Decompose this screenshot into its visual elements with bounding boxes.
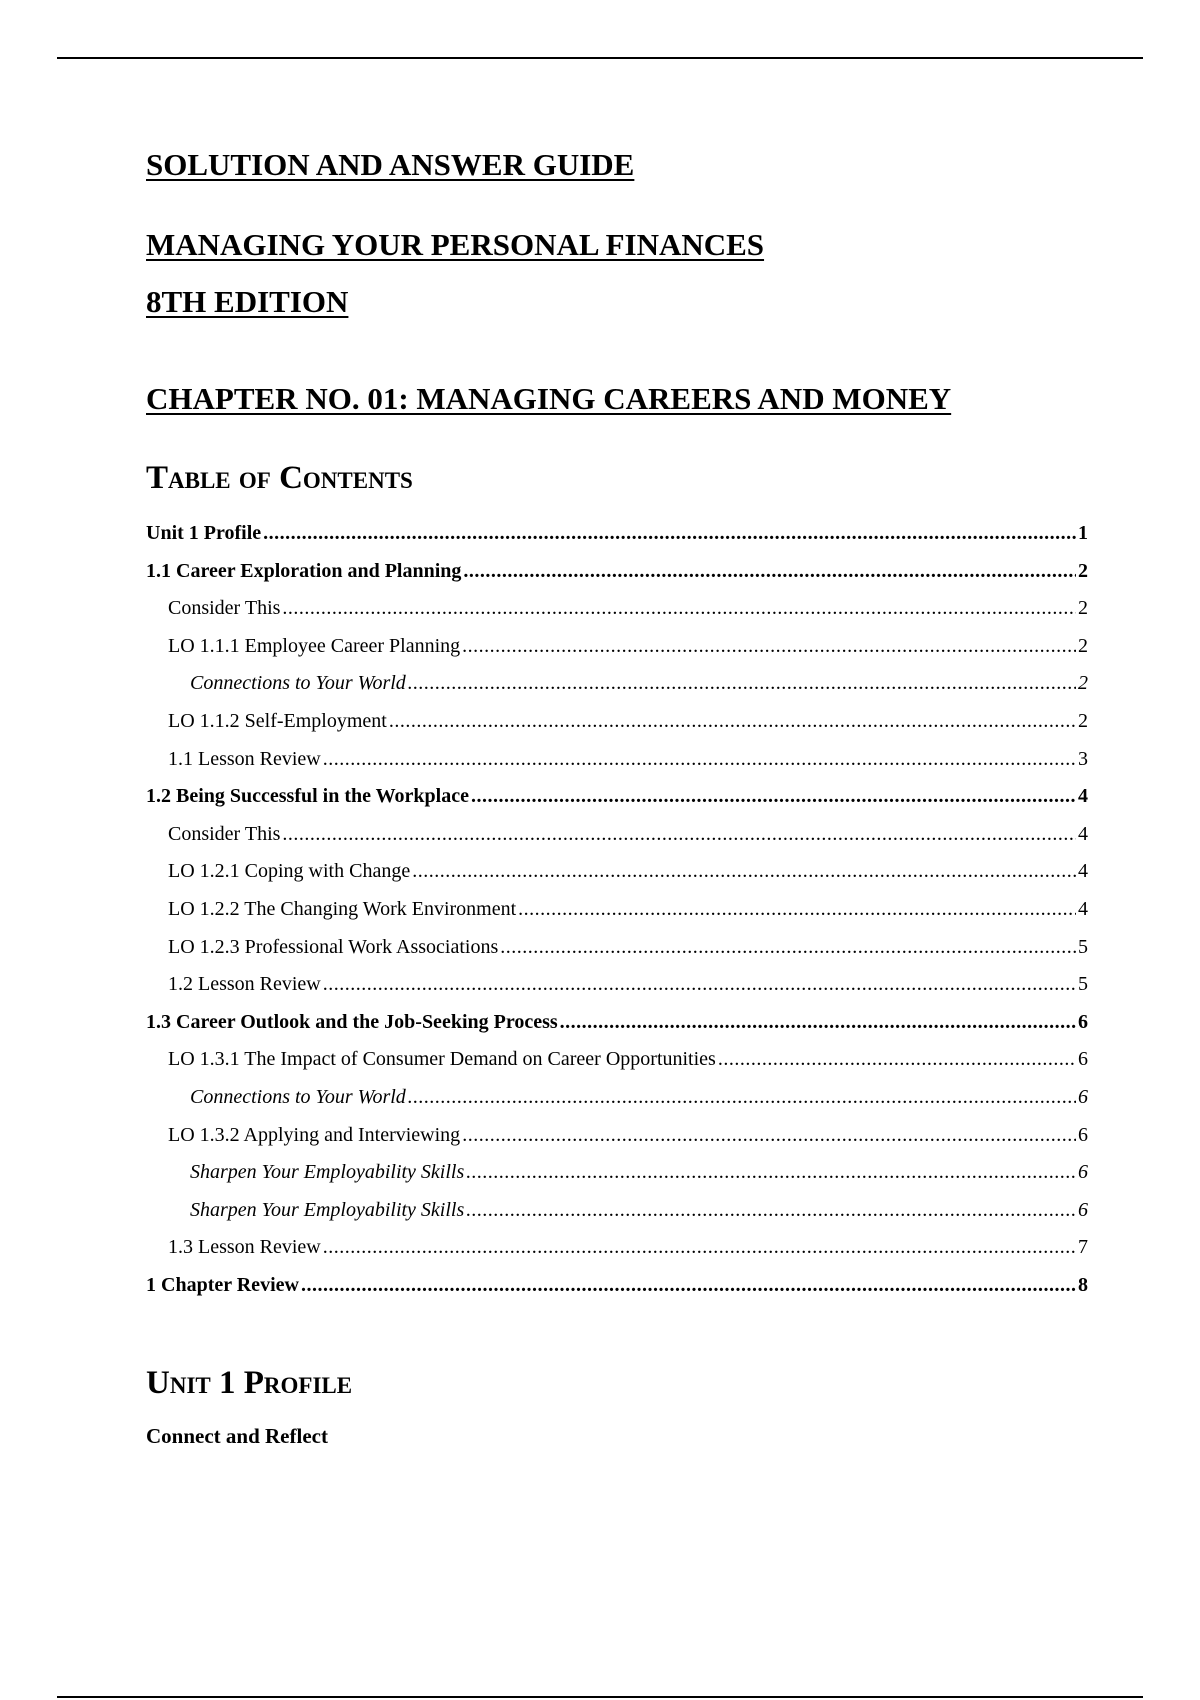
table-of-contents — [146, 515, 1088, 1304]
toc-entry[interactable] — [146, 778, 1088, 816]
toc-entry-page: 6 — [1078, 1161, 1088, 1184]
toc-entry-label: 1.1 Lesson Review — [168, 747, 321, 770]
toc-entry-label: Unit 1 Profile — [146, 522, 262, 544]
toc-dot-leader — [500, 929, 1076, 967]
toc-entry-page: 4 — [1078, 822, 1088, 845]
toc-dot-leader — [323, 741, 1076, 779]
toc-entry[interactable] — [146, 628, 1088, 666]
toc-entry-page: 2 — [1078, 709, 1088, 732]
toc-entry[interactable] — [146, 966, 1088, 1004]
toc-dot-leader — [389, 703, 1076, 741]
toc-entry-page: 3 — [1078, 747, 1088, 770]
top-rule — [57, 57, 1143, 59]
toc-entry[interactable] — [146, 703, 1088, 741]
toc-dot-leader — [462, 628, 1076, 666]
toc-dot-leader — [323, 1229, 1076, 1267]
toc-entry-label: LO 1.1.2 Self-Employment — [168, 709, 387, 732]
toc-entry-page: 2 — [1078, 597, 1088, 620]
toc-heading: Table of Contents — [146, 460, 413, 496]
guide-title: SOLUTION AND ANSWER GUIDE — [146, 147, 635, 182]
toc-entry-page: 6 — [1078, 1048, 1088, 1071]
toc-entry-label: Consider This — [168, 822, 281, 845]
toc-dot-leader — [263, 515, 1076, 553]
toc-dot-leader — [471, 778, 1076, 816]
toc-entry[interactable] — [146, 816, 1088, 854]
toc-dot-leader — [518, 891, 1076, 929]
toc-entry-label: Consider This — [168, 597, 281, 620]
toc-entry-label: LO 1.3.1 The Impact of Consumer Demand on Career Opportunities — [168, 1048, 716, 1071]
chapter-title: CHAPTER NO. 01: MANAGING CAREERS AND MONEY — [146, 381, 952, 416]
toc-entry-page: 6 — [1078, 1123, 1088, 1146]
toc-dot-leader — [301, 1267, 1076, 1305]
toc-entry-label: 1.2 Lesson Review — [168, 973, 321, 996]
toc-entry-page: 4 — [1078, 860, 1088, 883]
toc-entry[interactable] — [146, 1004, 1088, 1042]
toc-dot-leader — [466, 1154, 1076, 1192]
toc-entry[interactable] — [146, 1154, 1088, 1192]
edition-title: 8TH EDITION — [146, 284, 349, 319]
toc-dot-leader — [412, 853, 1076, 891]
toc-entry[interactable] — [146, 1117, 1088, 1155]
toc-entry[interactable] — [146, 891, 1088, 929]
toc-entry-label: 1.3 Lesson Review — [168, 1236, 321, 1259]
toc-entry[interactable] — [146, 741, 1088, 779]
toc-dot-leader — [560, 1004, 1076, 1042]
toc-dot-leader — [466, 1192, 1076, 1230]
toc-entry[interactable] — [146, 853, 1088, 891]
toc-entry[interactable] — [146, 1079, 1088, 1117]
toc-entry[interactable] — [146, 590, 1088, 628]
toc-entry-page: 5 — [1078, 973, 1088, 996]
toc-entry-page: 2 — [1078, 634, 1088, 657]
toc-dot-leader — [408, 665, 1076, 703]
toc-entry[interactable] — [146, 1192, 1088, 1230]
toc-entry-label: LO 1.2.3 Professional Work Associations — [168, 935, 499, 958]
toc-entry-label: 1.1 Career Exploration and Planning — [146, 559, 462, 582]
toc-entry-label: LO 1.2.2 The Changing Work Environment — [168, 897, 517, 920]
toc-entry-label: 1.3 Career Outlook and the Job-Seeking Process — [146, 1010, 558, 1033]
toc-entry-page: 4 — [1078, 897, 1088, 920]
toc-entry-page: 5 — [1078, 935, 1088, 958]
toc-entry-page: 2 — [1078, 672, 1088, 695]
toc-entry-page: 7 — [1078, 1236, 1088, 1259]
toc-entry-label: LO 1.2.1 Coping with Change — [168, 860, 411, 883]
toc-entry-label: Connections to Your World — [190, 1085, 406, 1108]
section-subheading: Connect and Reflect — [146, 1424, 328, 1448]
toc-dot-leader — [462, 1117, 1076, 1155]
toc-entry[interactable] — [146, 929, 1088, 967]
toc-entry-page: 6 — [1078, 1010, 1088, 1033]
toc-dot-leader — [282, 590, 1076, 628]
toc-dot-leader — [282, 816, 1076, 854]
toc-entry-page: 8 — [1078, 1273, 1088, 1296]
toc-entry-label: Connections to Your World — [190, 672, 406, 695]
toc-entry-page: 6 — [1078, 1198, 1088, 1221]
toc-entry-page: 2 — [1078, 559, 1088, 582]
toc-entry[interactable] — [146, 1229, 1088, 1267]
toc-entry-label: 1.2 Being Successful in the Workplace — [146, 785, 469, 808]
toc-entry[interactable] — [146, 665, 1088, 703]
toc-entry[interactable] — [146, 1041, 1088, 1079]
toc-entry[interactable] — [146, 515, 1088, 553]
toc-dot-leader — [718, 1041, 1076, 1079]
toc-entry-page: 4 — [1078, 785, 1088, 808]
toc-entry-page: 6 — [1078, 1085, 1088, 1108]
toc-dot-leader — [323, 966, 1076, 1004]
toc-entry-label: LO 1.1.1 Employee Career Planning — [168, 634, 461, 657]
toc-entry-page: 1 — [1078, 522, 1088, 544]
toc-entry[interactable] — [146, 553, 1088, 591]
book-title: MANAGING YOUR PERSONAL FINANCES — [146, 227, 765, 262]
toc-entry-label: Sharpen Your Employability Skills — [190, 1198, 465, 1221]
toc-entry-label: LO 1.3.2 Applying and Interviewing — [168, 1123, 461, 1146]
toc-entry-label: Sharpen Your Employability Skills — [190, 1161, 465, 1184]
toc-entry-label: 1 Chapter Review — [146, 1273, 299, 1296]
unit-heading: Unit 1 Profile — [146, 1365, 353, 1401]
toc-dot-leader — [408, 1079, 1076, 1117]
toc-dot-leader — [463, 553, 1076, 591]
toc-entry[interactable] — [146, 1267, 1088, 1305]
bottom-rule — [57, 1696, 1143, 1698]
